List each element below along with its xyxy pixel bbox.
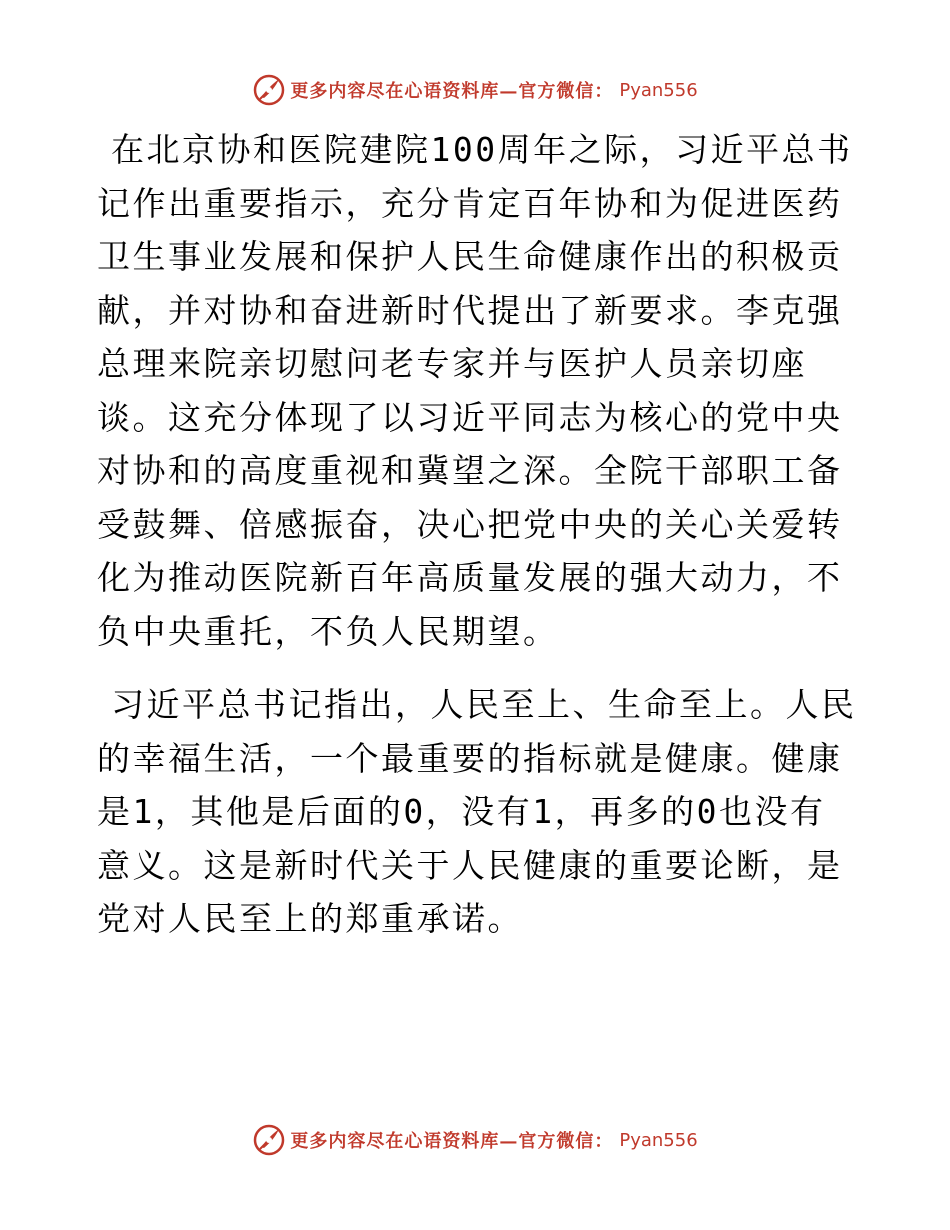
quill-pen-logo-icon xyxy=(252,73,286,107)
header-brand-text: 更多内容尽在心语资料库—官方微信： xyxy=(290,81,614,102)
header-brand xyxy=(252,73,697,107)
footer-wechat-id: Pyan556 xyxy=(619,1129,698,1151)
page-footer-watermark xyxy=(0,1120,950,1160)
paragraph-2: 习近平总书记指出，人民至上、生命至上。人民的幸福生活，一个最重要的指标就是健康。健康是1，其他是后面的0，没有1，再多的0也没有意义。这是新时代关于人民健康的重要论断，是党对人民至上的郑重承诺。 xyxy=(97,685,857,938)
footer-brand-text: 更多内容尽在心语资料库—官方微信： xyxy=(290,1131,614,1152)
document-body xyxy=(97,123,857,966)
paragraph-1: 在北京协和医院建院100周年之际，习近平总书记作出重要指示，充分肯定百年协和为促进医药卫生事业发展和保护人民生命健康作出的积极贡献，并对协和奋进新时代提出了新要求。李克强总理来院亲切慰问老专家并与医护人员亲切座谈。这充分体现了以习近平同志为核心的党中央对协和的高度重视和冀望之深。全院干部职工备受鼓舞、倍感振奋，决心把党中央的关心关爱转化为推动医院新百年高质量发展的强大动力，不负中央重托，不负人民期望。 xyxy=(97,130,853,651)
page-header-watermark xyxy=(0,70,950,110)
footer-brand xyxy=(252,1123,697,1157)
header-wechat-id: Pyan556 xyxy=(619,79,698,101)
quill-pen-logo-icon xyxy=(252,1123,286,1157)
